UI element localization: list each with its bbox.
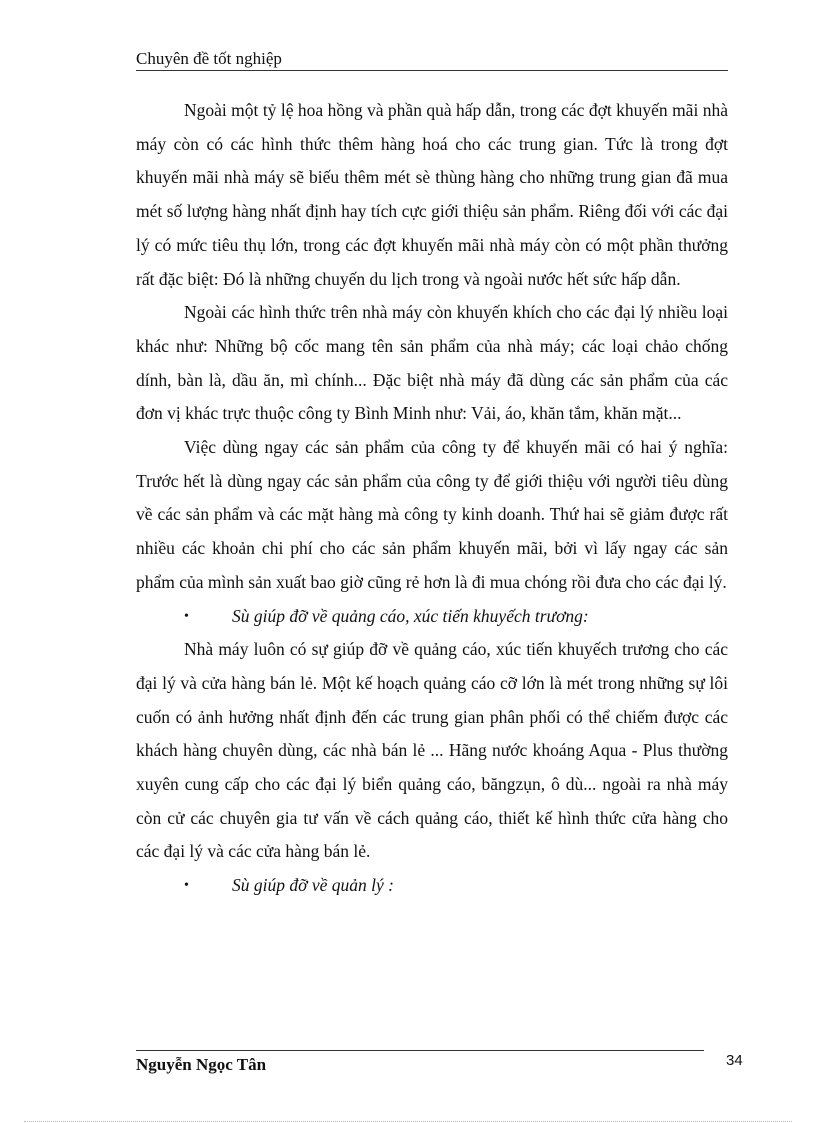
footer-author: Nguyễn Ngọc Tân <box>136 1055 267 1074</box>
bullet-management-support <box>136 869 728 903</box>
paragraph-own-products: Việc dùng ngay các sản phẩm của công ty để khuyến mãi có hai ý nghĩa: Trước hết là dùng ngay các sản phẩm của công ty để giới thiệu với người tiêu dùng về các sản phẩm và các mặt hàng mà công ty kinh doanh. Thứ hai sẽ giảm được rất nhiều các khoản chi phí cho các sản phẩm khuyến mãi, bởi vì lấy ngay các sản phẩm của mình sản xuất bao giờ cũng rẻ hơn là đi mua chóng rồi đưa cho các đại lý. <box>136 437 728 592</box>
paragraph-advertising: Nhà máy luôn có sự giúp đỡ về quảng cáo, xúc tiến khuyếch trương cho các đại lý và cửa hàng bán lẻ. Một kế hoạch quảng cáo cỡ lớn là mét trong những sự lôi cuốn có ảnh hưởng nhất định đến các trung gian phân phối có thể chiếm được các khách hàng chuyên dùng, các nhà bán lẻ ... Hãng nước khoáng Aqua - Plus thường xuyên cung cấp cho các đại lý biển quảng cáo, băngzụn, ô dù... ngoài ra nhà máy còn cử các chuyên gia tư vấn về cách quảng cáo, thiết kế hình thức cửa hàng cho các đại lý và các cửa hàng bán lẻ. <box>136 639 728 862</box>
bullet-advertising-text: Sù giúp đỡ về quảng cáo, xúc tiến khuyếch trương: <box>232 605 589 626</box>
bullet-icon: • <box>184 878 189 894</box>
bullet-advertising-support <box>136 600 728 634</box>
running-header: Chuyên đề tốt nghiệp <box>136 48 728 71</box>
paragraph-incentives: Ngoài các hình thức trên nhà máy còn khuyến khích cho các đại lý nhiều loại khác như: Những bộ cốc mang tên sản phẩm của nhà máy; các loại chảo chống dính, bàn là, dầu ăn, mì chính... Đặc biệt nhà máy đã dùng các sản phẩm của các đơn vị khác trực thuộc công ty Bình Minh như: Vải, áo, khăn tắm, khăn mặt... <box>136 302 728 424</box>
bullet-icon: • <box>184 608 189 624</box>
document-body <box>136 94 728 903</box>
bullet-management-text: Sù giúp đỡ về quản lý : <box>232 875 394 896</box>
page-number: 34 <box>726 1052 743 1069</box>
paragraph-commission: Ngoài một tỷ lệ hoa hồng và phần quà hấp dẫn, trong các đợt khuyến mãi nhà máy còn có các hình thức thêm hàng hoá cho các trung gian. Tức là trong đợt khuyến mãi nhà máy sẽ biếu thêm mét sè thùng hàng cho những trung gian đã mua mét số lượng hàng nhất định hay tích cực giới thiệu sản phẩm. Riêng đối với các đại lý có mức tiêu thụ lớn, trong các đợt khuyến mãi nhà máy còn có một phần thưởng rất đặc biệt: Đó là những chuyến du lịch trong và ngoài nước hết sức hấp dẫn. <box>136 100 728 289</box>
footer-divider <box>136 1050 704 1051</box>
page-edge-dotted-line <box>24 1121 792 1122</box>
